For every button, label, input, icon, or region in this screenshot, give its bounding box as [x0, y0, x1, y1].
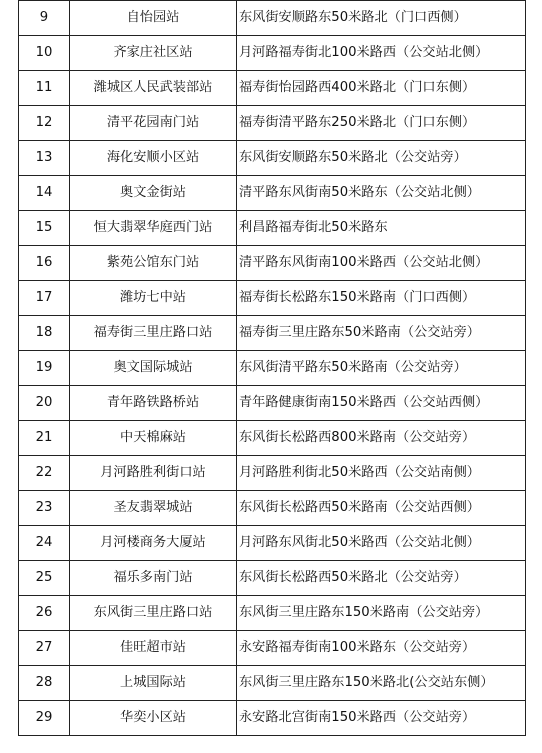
row-number-cell: 29 [19, 701, 70, 736]
row-number-cell: 24 [19, 526, 70, 561]
table-row [19, 456, 526, 491]
row-number-cell: 19 [19, 351, 70, 386]
station-name-cell: 东风街三里庄路口站 [70, 596, 237, 631]
station-name-cell: 中天棉麻站 [70, 421, 237, 456]
table-row [19, 596, 526, 631]
location-cell: 东风街长松路西50米路北（公交站旁） [237, 561, 526, 596]
station-name-cell: 潍城区人民武装部站 [70, 71, 237, 106]
table-row [19, 526, 526, 561]
location-cell: 利昌路福寿街北50米路东 [237, 211, 526, 246]
table-row [19, 561, 526, 596]
location-cell: 福寿街清平路东250米路北（门口东侧） [237, 106, 526, 141]
location-cell: 福寿街三里庄路东50米路南（公交站旁） [237, 316, 526, 351]
location-cell: 福寿街长松路东150米路南（门口西侧） [237, 281, 526, 316]
station-name-cell: 青年路铁路桥站 [70, 386, 237, 421]
location-cell: 东风街长松路西50米路南（公交站西侧） [237, 491, 526, 526]
table-row [19, 421, 526, 456]
station-name-cell: 月河楼商务大厦站 [70, 526, 237, 561]
row-number-cell: 12 [19, 106, 70, 141]
table-row [19, 491, 526, 526]
table-row [19, 36, 526, 71]
table-row [19, 246, 526, 281]
row-number-cell: 16 [19, 246, 70, 281]
table-row [19, 631, 526, 666]
table-row [19, 106, 526, 141]
location-cell: 永安路福寿街南100米路东（公交站旁） [237, 631, 526, 666]
location-cell: 清平路东风街南50米路东（公交站北侧） [237, 176, 526, 211]
location-cell: 东风街安顺路东50米路北（门口西侧） [237, 1, 526, 36]
station-name-cell: 紫苑公馆东门站 [70, 246, 237, 281]
station-name-cell: 福寿街三里庄路口站 [70, 316, 237, 351]
table-row [19, 281, 526, 316]
location-cell: 东风街三里庄路东150米路北(公交站东侧） [237, 666, 526, 701]
row-number-cell: 17 [19, 281, 70, 316]
row-number-cell: 22 [19, 456, 70, 491]
location-cell: 月河路福寿街北100米路西（公交站北侧） [237, 36, 526, 71]
row-number-cell: 11 [19, 71, 70, 106]
station-name-cell: 上城国际站 [70, 666, 237, 701]
table-row [19, 71, 526, 106]
station-table-body [19, 1, 526, 736]
location-cell: 东风街三里庄路东150米路南（公交站旁） [237, 596, 526, 631]
row-number-cell: 28 [19, 666, 70, 701]
row-number-cell: 25 [19, 561, 70, 596]
location-cell: 东风街安顺路东50米路北（公交站旁） [237, 141, 526, 176]
location-cell: 月河路胜利街北50米路西（公交站南侧） [237, 456, 526, 491]
row-number-cell: 27 [19, 631, 70, 666]
station-name-cell: 圣友翡翠城站 [70, 491, 237, 526]
station-name-cell: 恒大翡翠华庭西门站 [70, 211, 237, 246]
row-number-cell: 9 [19, 1, 70, 36]
table-row [19, 386, 526, 421]
table-row [19, 1, 526, 36]
station-name-cell: 福乐多南门站 [70, 561, 237, 596]
station-name-cell: 潍坊七中站 [70, 281, 237, 316]
table-row [19, 176, 526, 211]
location-cell: 清平路东风街南100米路西（公交站北侧） [237, 246, 526, 281]
location-cell: 月河路东风街北50米路西（公交站北侧） [237, 526, 526, 561]
location-cell: 永安路北宫街南150米路西（公交站旁） [237, 701, 526, 736]
table-row [19, 141, 526, 176]
location-cell: 福寿街怡园路西400米路北（门口东侧） [237, 71, 526, 106]
station-name-cell: 海化安顺小区站 [70, 141, 237, 176]
row-number-cell: 20 [19, 386, 70, 421]
row-number-cell: 18 [19, 316, 70, 351]
row-number-cell: 15 [19, 211, 70, 246]
station-name-cell: 齐家庄社区站 [70, 36, 237, 71]
table-row [19, 351, 526, 386]
table-row [19, 316, 526, 351]
location-cell: 东风街长松路西800米路南（公交站旁） [237, 421, 526, 456]
row-number-cell: 13 [19, 141, 70, 176]
table-row [19, 701, 526, 736]
row-number-cell: 23 [19, 491, 70, 526]
row-number-cell: 26 [19, 596, 70, 631]
station-table [18, 0, 526, 736]
station-name-cell: 华奕小区站 [70, 701, 237, 736]
location-cell: 青年路健康街南150米路西（公交站西侧） [237, 386, 526, 421]
station-name-cell: 自怡园站 [70, 1, 237, 36]
location-cell: 东风街清平路东50米路南（公交站旁） [237, 351, 526, 386]
station-name-cell: 佳旺超市站 [70, 631, 237, 666]
row-number-cell: 21 [19, 421, 70, 456]
row-number-cell: 14 [19, 176, 70, 211]
table-row [19, 666, 526, 701]
station-name-cell: 清平花园南门站 [70, 106, 237, 141]
station-name-cell: 奥文金街站 [70, 176, 237, 211]
station-name-cell: 月河路胜利街口站 [70, 456, 237, 491]
table-row [19, 211, 526, 246]
station-name-cell: 奥文国际城站 [70, 351, 237, 386]
row-number-cell: 10 [19, 36, 70, 71]
